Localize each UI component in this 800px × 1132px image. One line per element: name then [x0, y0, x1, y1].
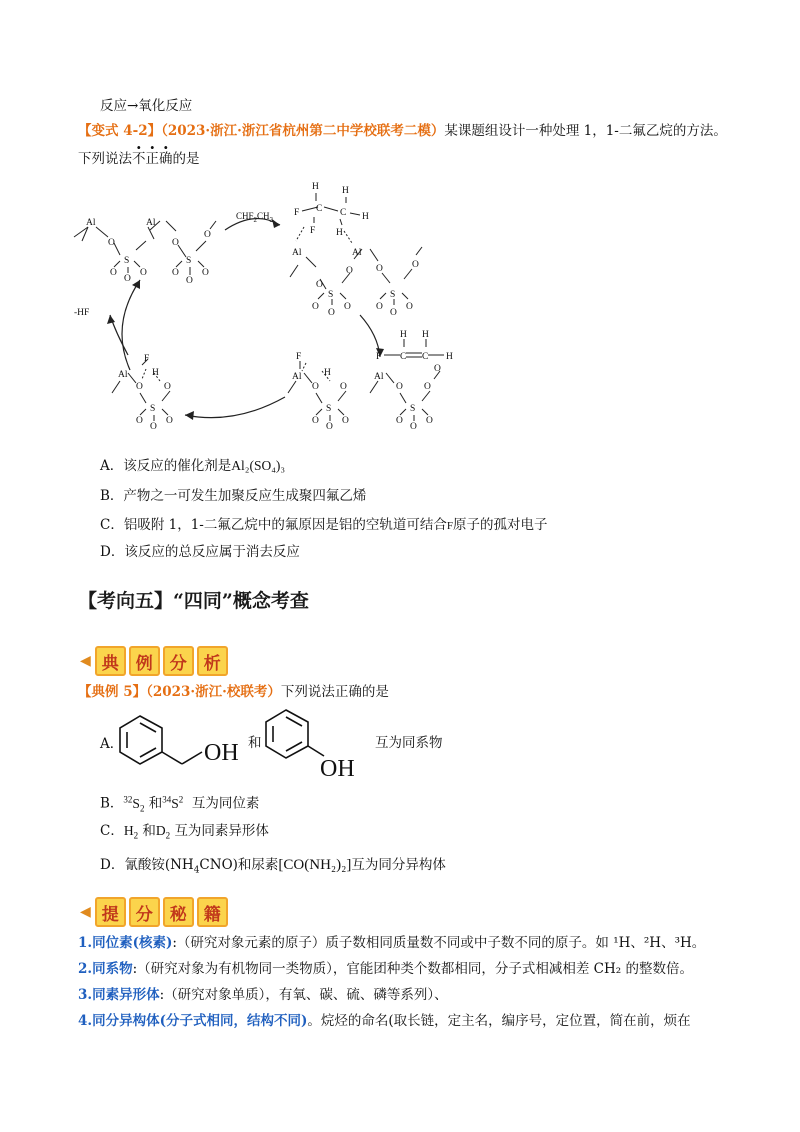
example-source: （2023·浙江·校联考） — [146, 684, 281, 700]
atom-label: F — [294, 208, 300, 218]
atom-label: S — [326, 404, 332, 414]
atom-label: O — [346, 266, 353, 276]
atom-label: C — [316, 204, 323, 214]
atom-label: Al — [292, 372, 302, 382]
variant-stem-line1 — [78, 122, 727, 140]
variant-stem-text: 某课题组设计一种处理 1，1-二氟乙烷的方法。 — [444, 123, 727, 139]
atom-label: O — [434, 364, 441, 374]
option-a-text: 互为同系物 — [375, 735, 443, 751]
atom-label: C — [422, 352, 429, 362]
and-text: 和 — [248, 735, 262, 751]
banner-char: 例 — [129, 646, 160, 676]
atom-label: Al — [292, 248, 302, 258]
option-d: D．氰酸铵$(NH_4CNO)$和尿素[CO(NH₂)₂]互为同分异构体 — [100, 857, 446, 876]
atom-label: O — [136, 416, 143, 426]
atom-label: O — [342, 416, 349, 426]
atom-label: S — [124, 256, 130, 266]
atom-label: H — [400, 330, 407, 340]
example-stem-text: 下列说法正确的是 — [280, 684, 389, 700]
option-c: C．$H_2$ 和$D_2$ 互为同素异形体 — [100, 823, 269, 841]
atom-label: O — [410, 422, 417, 432]
stem-pre: 下列说法 — [78, 151, 132, 167]
emphasis-char: 不 — [132, 151, 146, 167]
reagent-label: $CHF_2CH_3$ — [236, 211, 274, 224]
atom-label: O — [312, 416, 319, 426]
atom-label: O — [186, 276, 193, 286]
option-d: D．该反应的总反应属于消去反应 — [100, 544, 300, 560]
atom-label: H — [342, 186, 349, 196]
atom-label: O — [124, 274, 131, 284]
section-heading: 【考向五】“四同”概念考查 — [78, 590, 309, 612]
option-a: A．该反应的催化剂是Al₂(SO₄)₃ — [100, 458, 286, 474]
tip-4: 4.同分异构体(分子式相同，结构不同)。烷烃的命名(取长链，定主名，编序号，定位置，简在前，烦在 — [78, 1013, 691, 1029]
atom-label: O — [326, 422, 333, 432]
emphasis-char: 正 — [145, 151, 159, 167]
atom-label: Al — [352, 248, 362, 258]
atom-label: O — [406, 302, 413, 312]
atom-label: O — [172, 268, 179, 278]
atom-label: O — [344, 302, 351, 312]
banner-char: 提 — [95, 897, 126, 927]
atom-label: S — [410, 404, 416, 414]
stem-post: 的是 — [172, 151, 200, 167]
atom-label: Al — [146, 218, 156, 228]
atom-label: H — [336, 228, 343, 238]
atom-label: O — [204, 230, 211, 240]
example-stem — [78, 683, 389, 701]
atom-label: O — [108, 238, 115, 248]
atom-label: O — [340, 382, 347, 392]
option-b: B．$^{32}S_2$ 和$^{34}S^2$ 互为同位素 — [100, 794, 260, 814]
atom-label: O — [202, 268, 209, 278]
banner-char: 典 — [95, 646, 126, 676]
variant-source: （2023·浙江·浙江省杭州第二中学校联考二模） — [161, 123, 445, 139]
atom-label: Al — [118, 370, 128, 380]
atom-label: F — [310, 226, 316, 236]
banner-char: 分 — [129, 897, 160, 927]
atom-label: S — [150, 404, 156, 414]
oh-label: OH — [204, 740, 239, 766]
atom-label: O — [376, 264, 383, 274]
atom-label: O — [140, 268, 147, 278]
atom-label: H — [152, 368, 159, 378]
atom-label: O — [150, 422, 157, 432]
atom-label: O — [316, 280, 323, 290]
option-b: B．产物之一可发生加聚反应生成聚四氟乙烯 — [100, 488, 367, 504]
minus-hf-label: -HF — [74, 308, 90, 318]
speaker-icon: ◀ — [80, 653, 91, 669]
atom-label: O — [396, 416, 403, 426]
catalytic-cycle-diagram — [60, 175, 480, 445]
atom-label: O — [426, 416, 433, 426]
atom-label: C — [340, 208, 347, 218]
atom-label: F — [296, 352, 302, 362]
atom-label: O — [312, 302, 319, 312]
banner-examples — [80, 646, 231, 676]
speaker-icon: ◀ — [80, 904, 91, 920]
atom-label: Al — [374, 372, 384, 382]
emphasis-char: 确 — [159, 151, 173, 167]
example-tag: 【典例 5】 — [78, 684, 147, 700]
atom-label: O — [376, 302, 383, 312]
option-a-label: A． — [100, 736, 124, 752]
atom-label: O — [328, 308, 335, 318]
atom-label: F — [144, 354, 150, 364]
atom-label: O — [396, 382, 403, 392]
atom-label: O — [390, 308, 397, 318]
oh-label: OH — [320, 756, 355, 780]
variant-stem-line2 — [78, 150, 200, 168]
tip-3: 3.同素异形体:（研究对象单质），有氧、碳、硫、磷等系列）、 — [78, 987, 448, 1003]
atom-label: O — [412, 260, 419, 270]
atom-label: O — [172, 238, 179, 248]
benzyl-alcohol-structure — [118, 710, 248, 780]
banner-char: 析 — [197, 646, 228, 676]
tip-1: 1.同位素(核素):（研究对象元素的原子）质子数相同质量数不同或中子数不同的原子。如 ¹H、²H、³H。 — [78, 935, 706, 951]
atom-label: H — [324, 368, 331, 378]
atom-label: S — [390, 290, 396, 300]
variant-tag: 【变式 4-2】 — [78, 123, 162, 139]
atom-label: Al — [86, 218, 96, 228]
atom-label: S — [328, 290, 334, 300]
atom-label: O — [424, 382, 431, 392]
option-c: C．铝吸附 1，1-二氟乙烷中的氟原因是铝的空轨道可结合F原子的孤对电子 — [100, 517, 548, 533]
banner-tips — [80, 897, 231, 927]
atom-label: C — [400, 352, 407, 362]
atom-label: O — [110, 268, 117, 278]
atom-label: O — [312, 382, 319, 392]
top-line: 反应→氧化反应 — [100, 98, 193, 114]
atom-label: H — [312, 182, 319, 192]
banner-char: 秘 — [163, 897, 194, 927]
catalyst-formula: Al₂(SO₄)₃ — [231, 458, 286, 473]
banner-char: 分 — [163, 646, 194, 676]
atom-label: S — [186, 256, 192, 266]
phenol-structure — [262, 706, 372, 780]
atom-label: O — [136, 382, 143, 392]
atom-label: O — [166, 416, 173, 426]
atom-label: H — [422, 330, 429, 340]
banner-char: 籍 — [197, 897, 228, 927]
tip-2: 2.同系物:（研究对象为有机物同一类物质），官能团种类个数都相同，分子式相减相差 CH₂ 的整数倍。 — [78, 961, 693, 977]
atom-label: O — [164, 382, 171, 392]
atom-label: F — [376, 352, 382, 362]
atom-label: H — [446, 352, 453, 362]
atom-label: H — [362, 212, 369, 222]
